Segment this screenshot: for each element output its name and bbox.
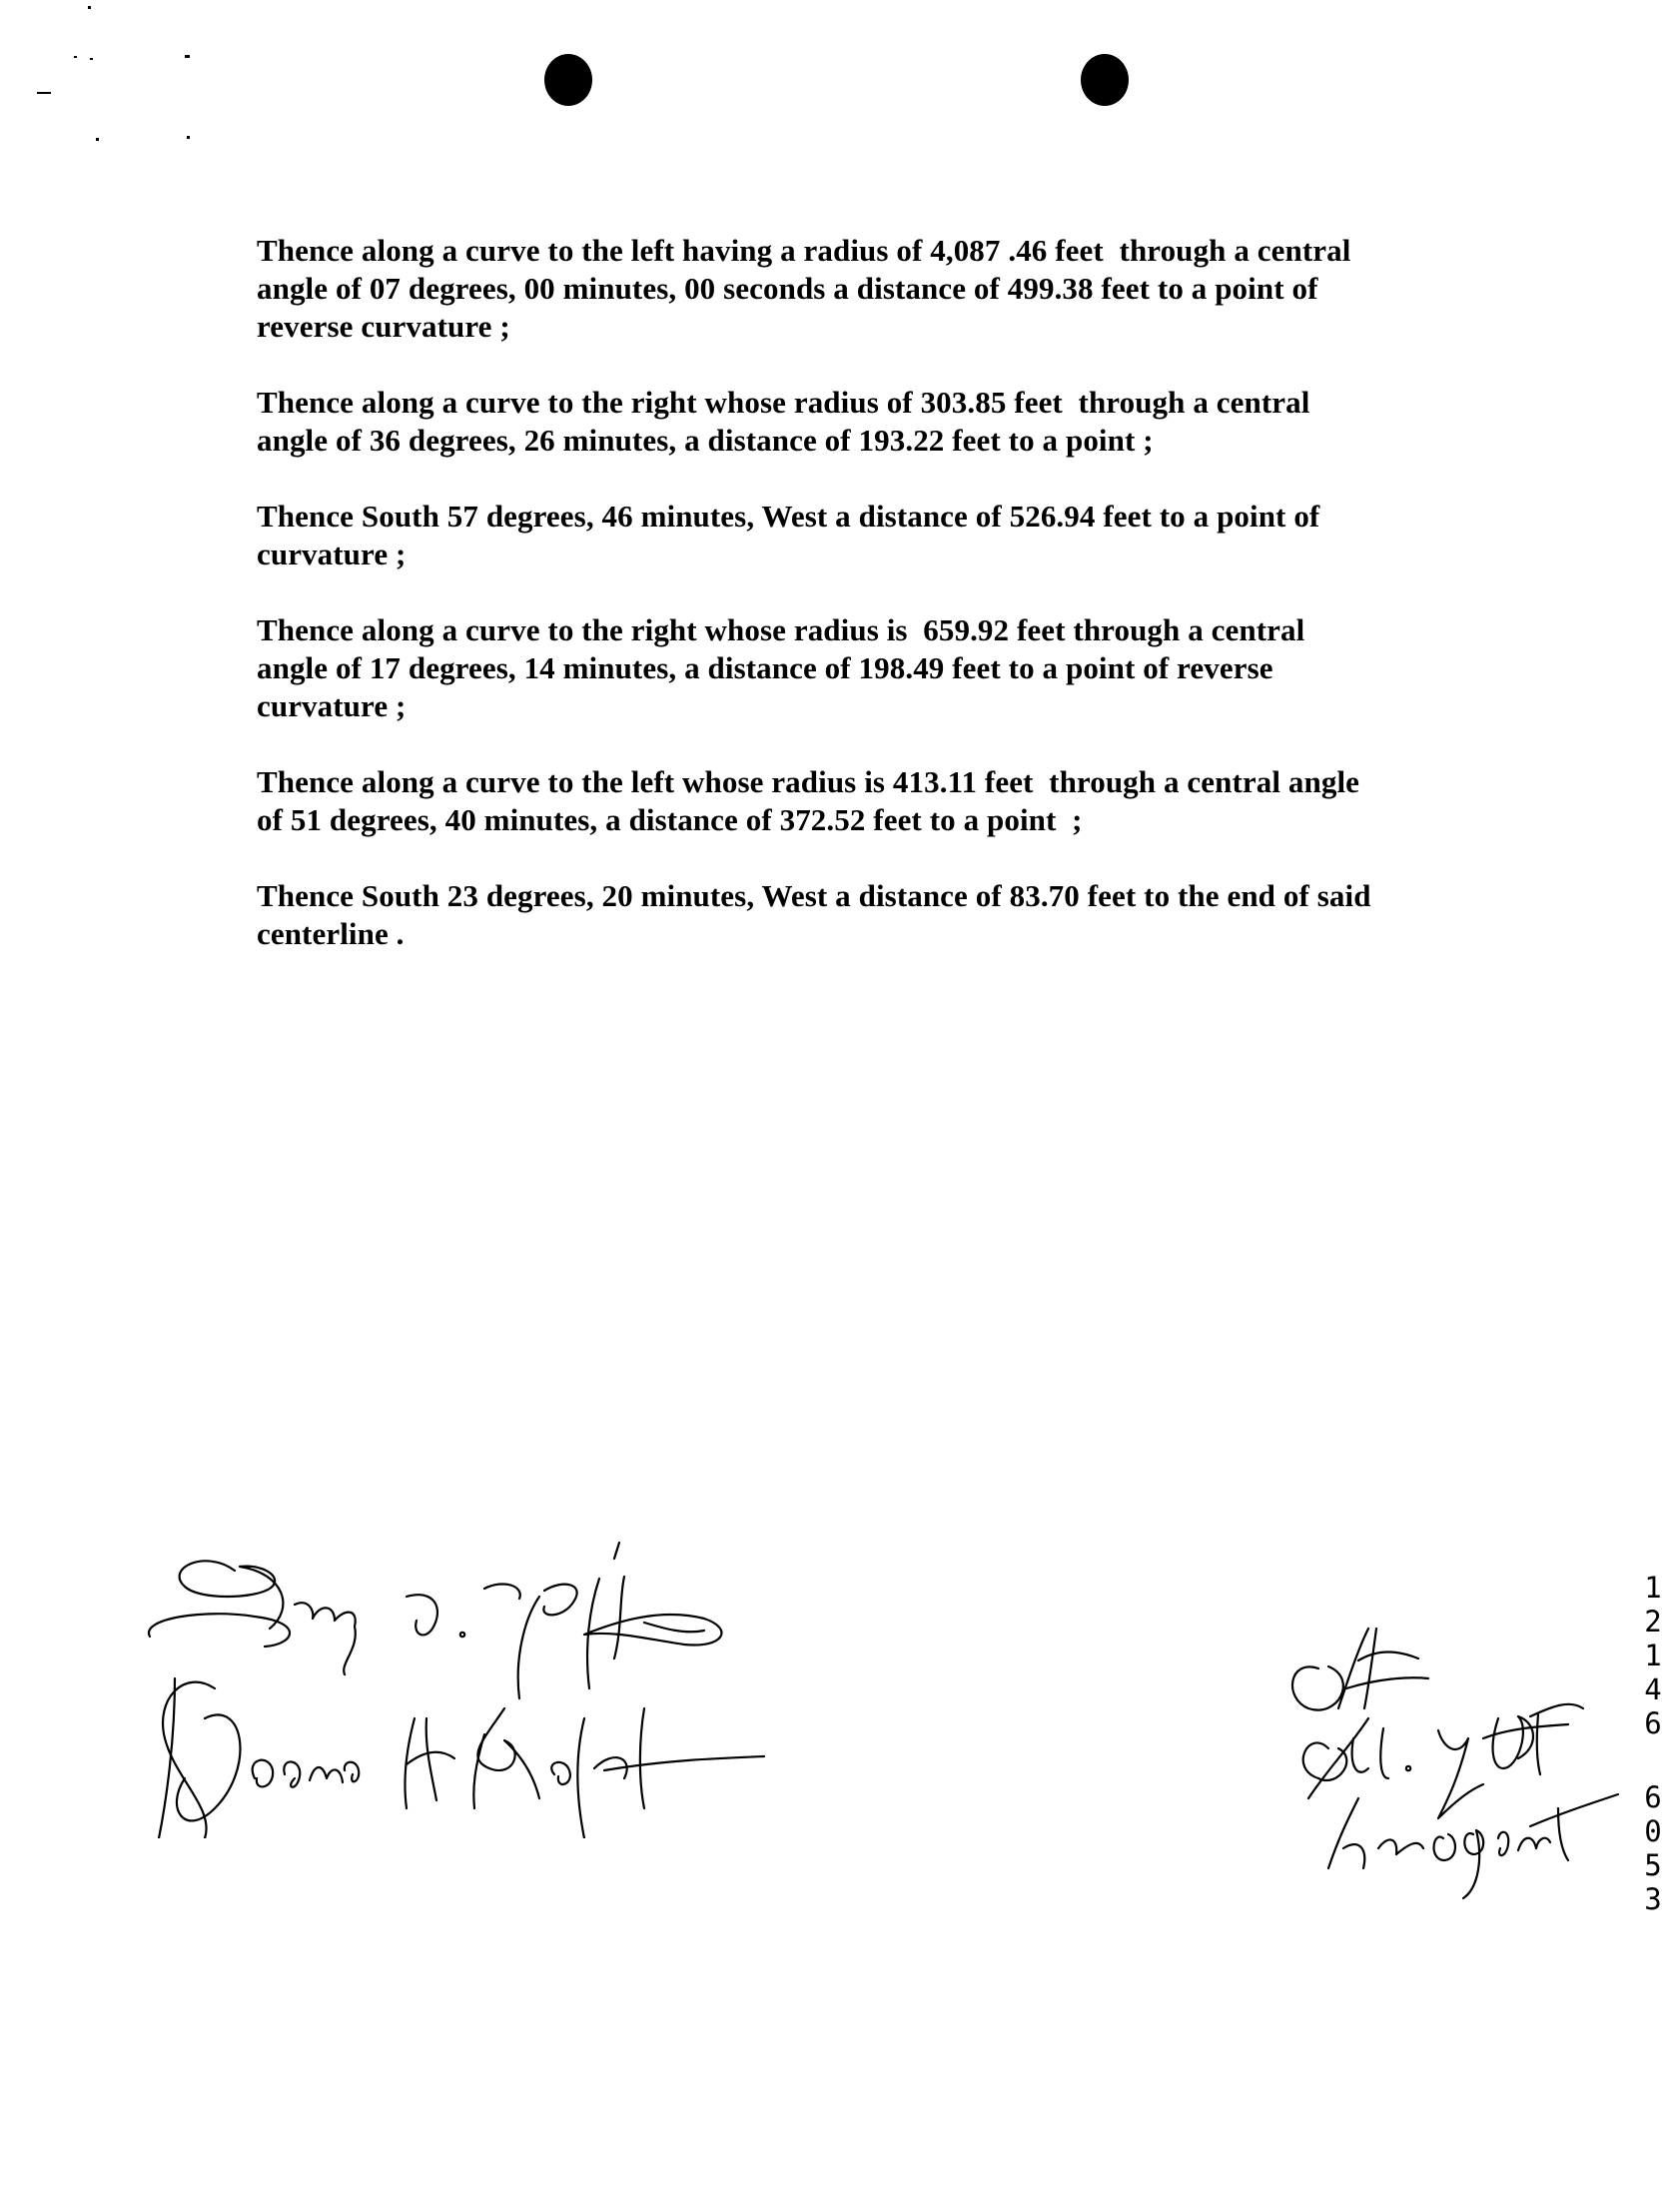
text-line: curvature ; bbox=[257, 688, 407, 723]
scan-speck bbox=[37, 92, 51, 94]
text-line: Thence along a curve to the left having a radius of 4,087 .46 feet through a central bbox=[257, 233, 1351, 268]
punch-hole-right bbox=[1081, 54, 1129, 106]
scan-speck bbox=[88, 6, 91, 9]
signature-left bbox=[145, 1539, 864, 1838]
punch-hole-left bbox=[544, 54, 592, 106]
paragraph bbox=[257, 877, 1455, 953]
stamp-digit: 3 bbox=[1644, 1882, 1662, 1916]
text-line: curvature ; bbox=[257, 537, 407, 571]
scan-speck bbox=[74, 56, 77, 58]
stamp-digit: 1 bbox=[1644, 1571, 1662, 1605]
text-line: Thence along a curve to the right whose radius of 303.85 feet through a central bbox=[257, 385, 1310, 420]
scan-speck bbox=[185, 55, 190, 58]
legal-description bbox=[257, 232, 1455, 991]
stamp-digit: 0 bbox=[1644, 1814, 1662, 1848]
document-stamp-number bbox=[1633, 1571, 1673, 1916]
scan-speck bbox=[187, 136, 190, 139]
stamp-digit: 2 bbox=[1644, 1605, 1662, 1639]
paragraph bbox=[257, 611, 1455, 725]
text-line: angle of 17 degrees, 14 minutes, a distance of 198.49 feet to a point of reverse bbox=[257, 650, 1273, 685]
scan-speck bbox=[90, 58, 93, 60]
stamp-gap bbox=[1633, 1740, 1673, 1780]
paragraph bbox=[257, 763, 1455, 839]
text-line: reverse curvature ; bbox=[257, 309, 510, 344]
text-line: Thence along a curve to the right whose radius is 659.92 feet through a central bbox=[257, 612, 1305, 647]
stamp-digit: 5 bbox=[1644, 1848, 1662, 1882]
stamp-digit: 4 bbox=[1644, 1672, 1662, 1706]
paragraph bbox=[257, 498, 1455, 573]
text-line: Thence South 23 degrees, 20 minutes, West a distance of 83.70 feet to the end of said bbox=[257, 878, 1371, 913]
stamp-digit: 6 bbox=[1644, 1780, 1662, 1814]
scan-speck bbox=[96, 138, 99, 141]
text-line: angle of 36 degrees, 26 minutes, a distance of 193.22 feet to a point ; bbox=[257, 423, 1154, 458]
text-line: Thence along a curve to the left whose radius is 413.11 feet through a central angle bbox=[257, 764, 1360, 799]
stamp-digit: 1 bbox=[1644, 1639, 1662, 1672]
text-line: of 51 degrees, 40 minutes, a distance of 372.52 feet to a point ; bbox=[257, 802, 1083, 837]
text-line: angle of 07 degrees, 00 minutes, 00 seconds a distance of 499.38 feet to a point of bbox=[257, 271, 1318, 306]
paragraph bbox=[257, 384, 1455, 460]
signature-right bbox=[1268, 1599, 1628, 1928]
text-line: Thence South 57 degrees, 46 minutes, West a distance of 526.94 feet to a point of bbox=[257, 499, 1320, 534]
stamp-digit: 6 bbox=[1644, 1706, 1662, 1740]
paragraph bbox=[257, 232, 1455, 346]
text-line: centerline . bbox=[257, 916, 405, 951]
